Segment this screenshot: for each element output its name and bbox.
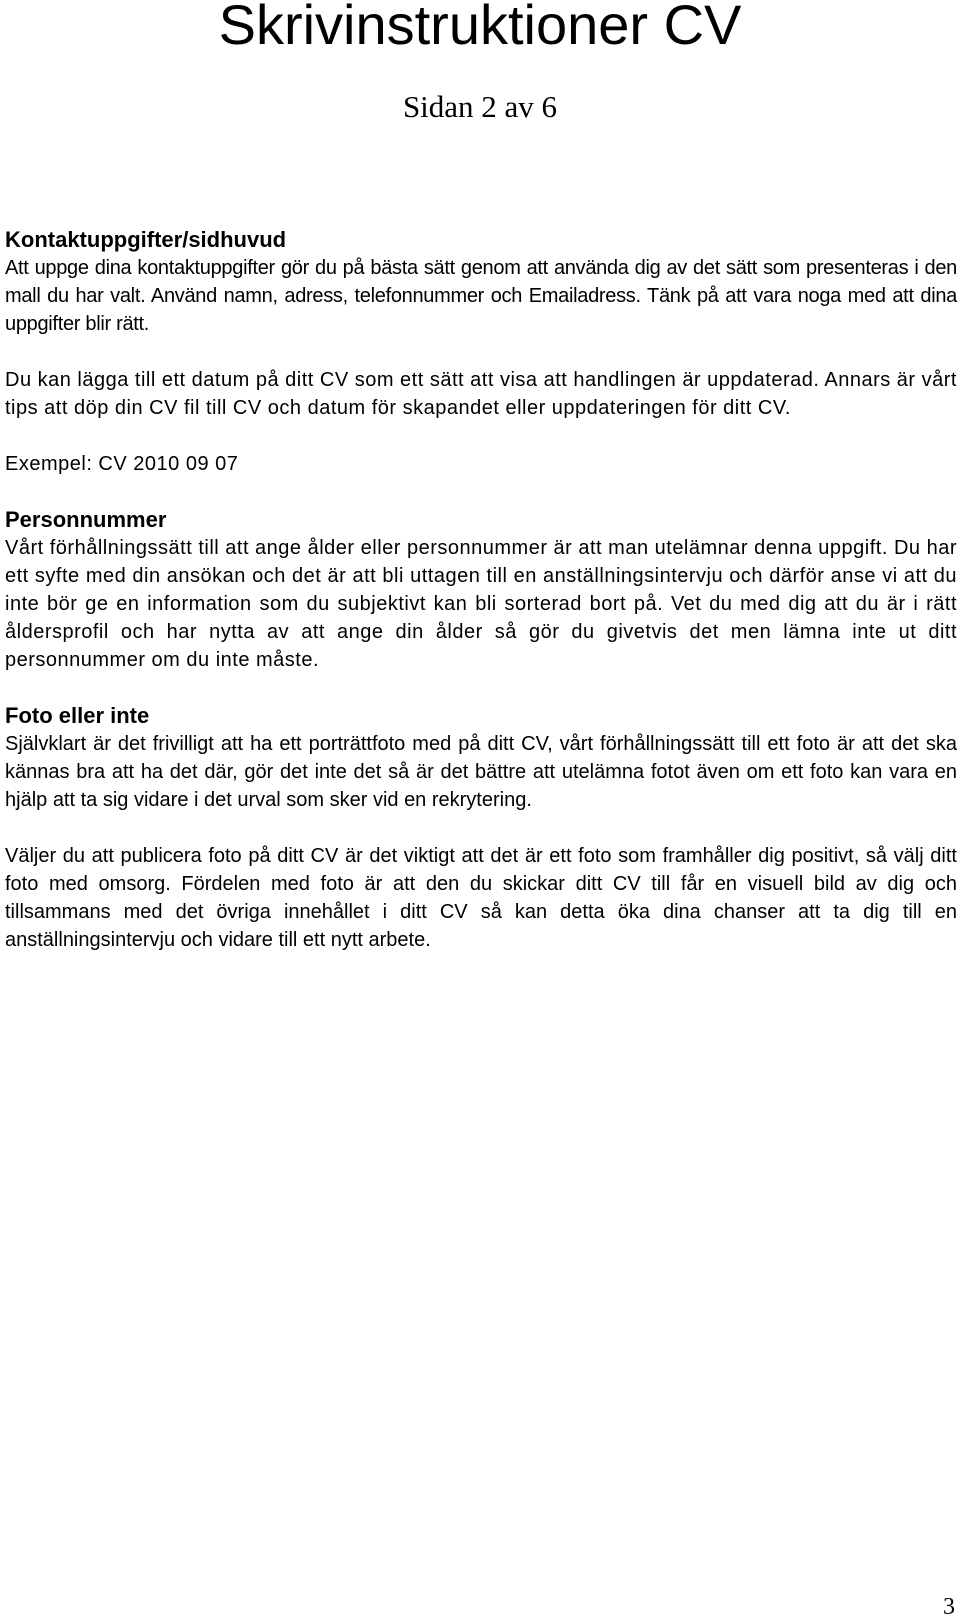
contact-paragraph-1: Att uppge dina kontaktuppgifter gör du på bästa sätt genom att använda dig av det sätt som presenteras i den mall du har valt. Använd namn, adress, telefonnummer och Emailadress. Tänk på att vara noga med att dina uppgifter blir rätt. xyxy=(5,257,957,335)
foto-paragraph-1: Självklart är det frivilligt att ha ett porträttfoto med på ditt CV, vårt förhållningssätt till ett foto är att det ska kännas bra att ha det där, gör det inte det så är det bättre att utelämna fotot även om ett foto kan vara en hjälp att ta sig vidare i det urval som sker vid en rekrytering. xyxy=(5,733,957,811)
foto-paragraph-2: Väljer du att publicera foto på ditt CV är det viktigt att det är ett foto som framhåller dig positivt, så välj ditt foto med omsorg. Fördelen med foto är att den du skickar ditt CV till får en visuell bild av dig och tillsammans med det övriga innehållet i ditt CV så kan detta öka dina chanser att ta dig till en anställningsintervju och vidare till ett nytt arbete. xyxy=(5,845,957,951)
page-number: 3 xyxy=(943,1594,955,1620)
section-heading-foto: Foto eller inte xyxy=(5,703,150,728)
document-body xyxy=(5,226,957,954)
page-indicator: Sidan 2 av 6 xyxy=(402,89,558,124)
document-title: Skrivinstruktioner CV xyxy=(218,0,742,56)
personnummer-paragraph: Vårt förhållningssätt till att ange ålder eller personnummer är att man utelämnar denna uppgift. Du har ett syfte med din ansökan och det är att bli uttagen till en anställningsintervju och därför anse vi att du inte bör ge en information som du subjektivt kan bli sorterad bort på. Vet du med dig att du är i rätt åldersprofil och har nytta av att ange din ålder så gör du givetvis det men lämna inte ut ditt personnummer om du inte måste. xyxy=(5,537,957,671)
section-heading-personnummer: Personnummer xyxy=(5,507,167,532)
contact-example: Exempel: CV 2010 09 07 xyxy=(5,453,239,475)
contact-paragraph-2: Du kan lägga till ett datum på ditt CV som ett sätt att visa att handlingen är uppdaterad. Annars är vårt tips att döp din CV fil till CV och datum för skapandet eller uppdateringen för ditt CV. xyxy=(5,369,957,419)
section-heading-contact: Kontaktuppgifter/sidhuvud xyxy=(5,227,287,252)
